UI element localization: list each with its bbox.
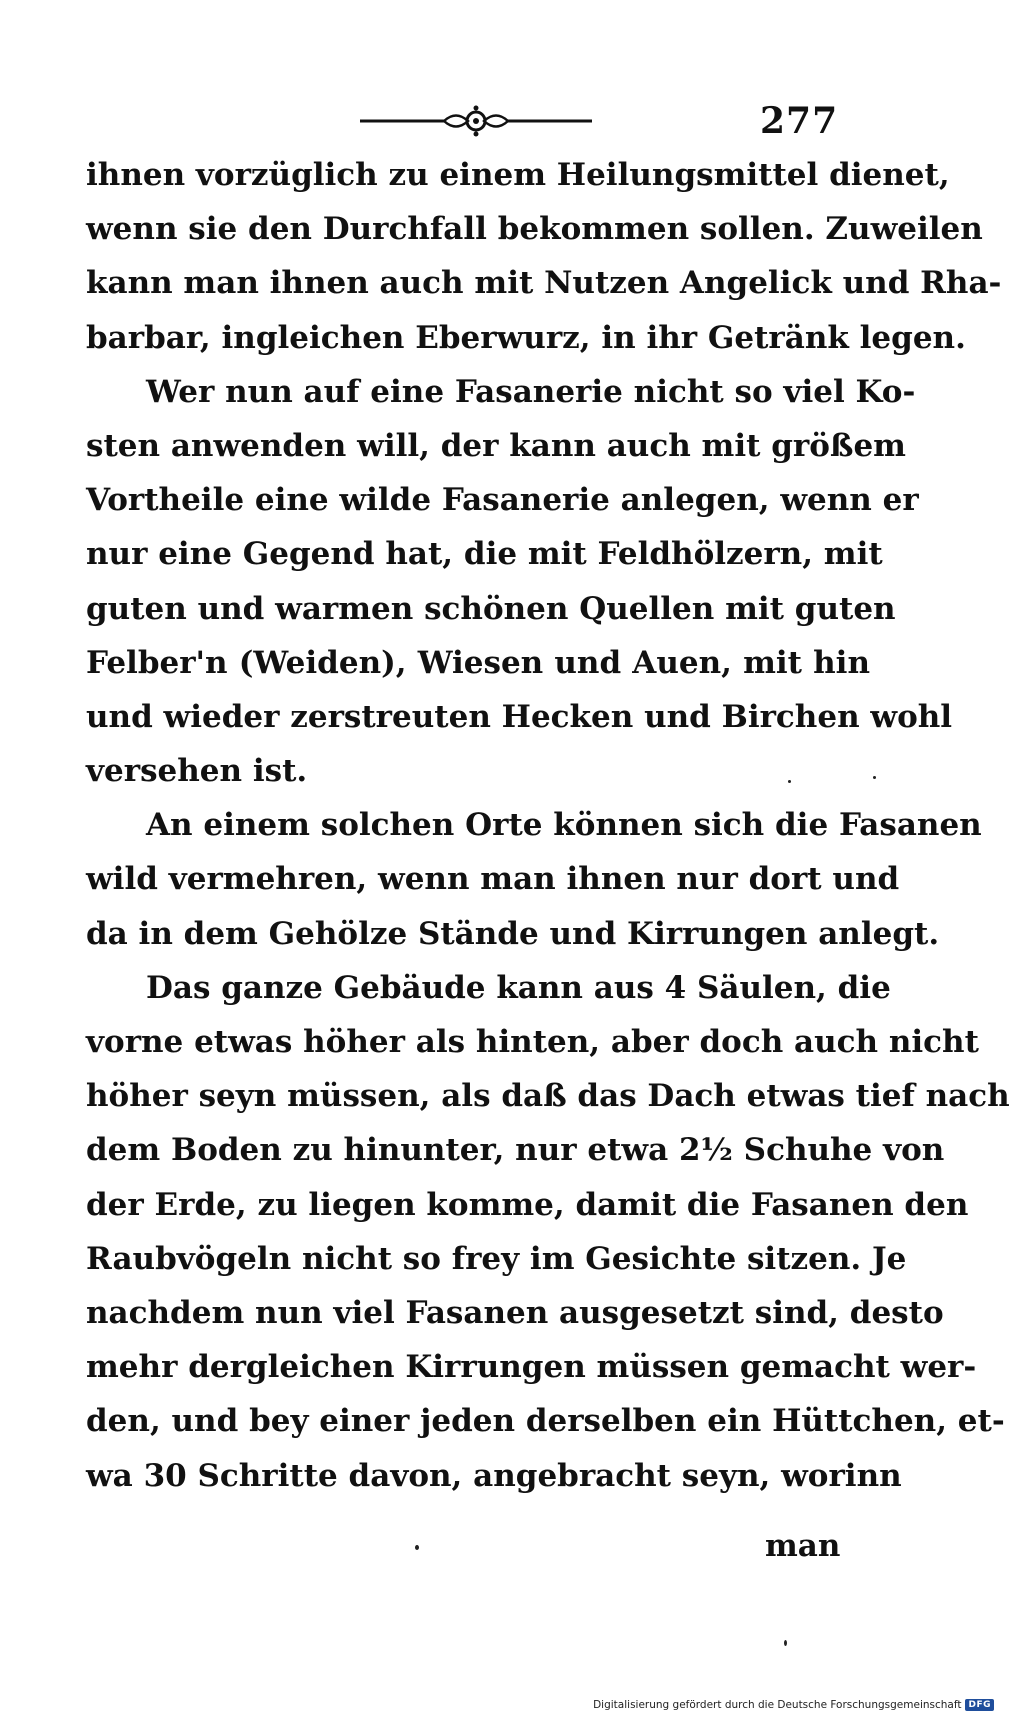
paragraph-start-line: Wer nun auf eine Fasanerie nicht so viel Ko- [146, 373, 916, 410]
page-text [86, 148, 1010, 1503]
text-line: den, und bey einer jeden derselben ein Hüttchen, et- [86, 1403, 1005, 1440]
text-line: Raubvögeln nicht so frey im Gesichte sitzen. Je [86, 1240, 907, 1277]
paragraph-end-line: versehen ist. [86, 753, 308, 790]
text-line: wenn sie den Durchfall bekommen sollen. Zuweilen [86, 211, 983, 248]
text-line: sten anwenden will, der kann auch mit größem [86, 427, 906, 464]
floral-rule-ornament-icon [356, 104, 596, 138]
ink-speck [415, 1545, 419, 1550]
text-line: nur eine Gegend hat, die mit Feldhölzern, mit [86, 536, 883, 573]
text-line: höher seyn müssen, als daß das Dach etwas tief nach [86, 1078, 1010, 1115]
text-line: barbar, ingleichen Eberwurz, in ihr Getränk legen. [86, 319, 966, 356]
digitization-credit [593, 1699, 994, 1711]
text-line: wa 30 Schritte davon, angebracht seyn, worinn [86, 1457, 902, 1494]
paragraph-start-line: Das ganze Gebäude kann aus 4 Säulen, die [146, 969, 891, 1006]
catchword: man [765, 1528, 841, 1564]
text-line: und wieder zerstreuten Hecken und Birchen wohl [86, 698, 953, 735]
text-line: vorne etwas höher als hinten, aber doch auch nicht [86, 1024, 979, 1060]
page-number: 277 [760, 100, 839, 142]
dfg-logo-icon: DFG [965, 1699, 994, 1711]
text-line: dem Boden zu hinunter, nur etwa 2½ Schuhe von [86, 1132, 945, 1169]
text-line: kann man ihnen auch mit Nutzen Angelick und Rha- [86, 265, 1002, 302]
ink-speck [873, 776, 876, 779]
paragraph-start-line: An einem solchen Orte können sich die Fasanen [146, 807, 982, 844]
text-line: wild vermehren, wenn man ihnen nur dort und [86, 861, 900, 898]
text-line: der Erde, zu liegen komme, damit die Fasanen den [86, 1186, 969, 1223]
text-line: mehr dergleichen Kirrungen müssen gemacht wer- [86, 1349, 977, 1386]
text-line: Felber'n (Weiden), Wiesen und Auen, mit hin [86, 644, 870, 681]
text-line: guten und warmen schönen Quellen mit guten [86, 590, 896, 627]
text-line: ihnen vorzüglich zu einem Heilungsmittel dienet, [86, 157, 950, 193]
text-line: nachdem nun viel Fasanen ausgesetzt sind, desto [86, 1294, 944, 1331]
text-line: Vortheile eine wilde Fasanerie anlegen, wenn er [86, 482, 919, 519]
ink-speck [784, 1640, 787, 1646]
ink-speck [788, 780, 791, 783]
paragraph-end-line: da in dem Gehölze Stände und Kirrungen anlegt. [86, 915, 940, 952]
credit-text: Digitalisierung gefördert durch die Deutsche Forschungsgemeinschaft [593, 1699, 962, 1711]
